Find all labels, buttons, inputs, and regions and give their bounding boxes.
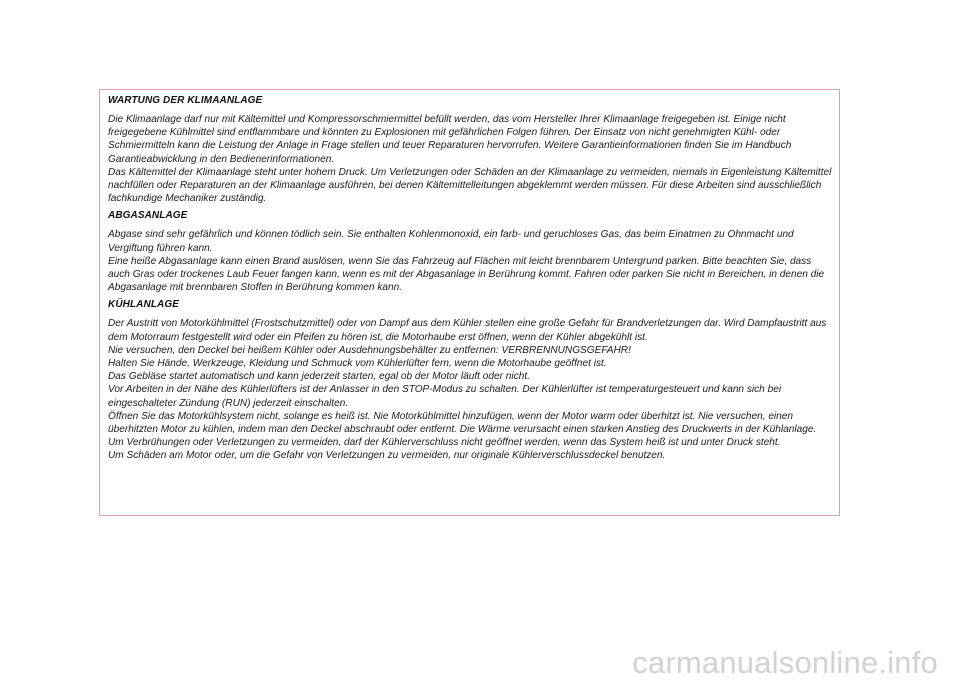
paragraph: Der Austritt von Motorkühlmittel (Frostschutzmittel) oder von Dampf aus dem Kühler stellen eine große Gefahr für Brandverletzungen dar. Wird Dampfaustritt aus dem Motorraum festgestellt wird oder ein Pfeifen zu hören ist, die Motorhaube erst öffnen, wenn der Kühler abgekühlt ist. <box>108 318 827 343</box>
paragraph: Um Schäden am Motor oder, um die Gefahr von Verletzungen zu vermeiden, nur originale Kühlerverschlussdeckel benutzen. <box>108 450 666 462</box>
paragraph: Halten Sie Hände, Werkzeuge, Kleidung und Schmuck vom Kühlerlüfter fern, wenn die Motorhaube geöffnet ist. <box>108 358 607 370</box>
section-title: ABGASANLAGE <box>108 210 188 222</box>
section-abgasanlage <box>108 210 832 294</box>
section-kuehlanlage <box>108 299 832 462</box>
paragraph: Nie versuchen, den Deckel bei heißem Kühler oder Ausdehnungsbehälter zu entfernen: VERBRENNUNGSGEFAHR! <box>108 344 631 356</box>
section-klimaanlage <box>108 95 832 205</box>
paragraph: Öffnen Sie das Motorkühlsystem nicht, solange es heiß ist. Nie Motorkühlmittel hinzufügen, wenn der Motor warm oder überhitzt ist. Nie versuchen, einen überhitzten Motor zu kühlen, indem man den Deckel abschraubt oder entfernt. Die Wärme verursacht einen starken Anstieg des Druckwerts in der Kühlanlage. Um Verbrühungen oder Verletzungen zu vermeiden, darf der Kühlerverschluss nicht geöffnet werden, wenn das System heiß ist und unter Druck steht. <box>108 410 817 449</box>
paragraph: Das Gebläse startet automatisch und kann jederzeit starten, egal ob der Motor läuft oder nicht. <box>108 371 530 383</box>
paragraph: Die Klimaanlage darf nur mit Kältemittel und Kompressorschmiermittel befüllt werden, das vom Hersteller Ihrer Klimaanlage freigegeben ist. Einige nicht freigegebene Kühlmittel sind entflammbare und könnten zu Explosionen mit gefährlichen Folgen führen. Der Einsatz von nicht genehmigten Kühl- oder Schmiermitteln kann die Leistung der Anlage in Frage stellen und teuer Reparaturen hervorrufen. Weitere Garantieinformationen finden Sie im Handbuch Garantieabwicklung in den Bedienerinformationen. <box>108 114 792 165</box>
section-title: KÜHLANLAGE <box>108 299 179 311</box>
paragraph: Abgase sind sehr gefährlich und können tödlich sein. Sie enthalten Kohlenmonoxid, ein farb- und geruchloses Gas, das beim Einatmen zu Ohnmacht und Vergiftung führen kann. <box>108 229 794 254</box>
section-title: WARTUNG DER KLIMAANLAGE <box>108 95 263 106</box>
paragraph: Eine heiße Abgasanlage kann einen Brand auslösen, wenn Sie das Fahrzeug auf Flächen mit leicht brennbarem Untergrund parken. Bitte beachten Sie, dass auch Gras oder trockenes Laub Feuer fangen kann, wenn es mit der Abgasanlage in Berührung kommt. Fahren oder parken Sie nicht in Bereichen, in denen die Abgasanlage mit brennbaren Stoffen in Berührung kommen kann. <box>108 255 825 294</box>
paragraph: Vor Arbeiten in der Nähe des Kühlerlüfters ist der Anlasser in den STOP-Modus zu schalten. Der Kühlerlüfter ist temperaturgesteuert und kann sich bei eingeschalteter Zündung (RUN) jederzeit einschalten. <box>108 384 782 409</box>
watermark: carmanualsonline.info <box>632 645 938 680</box>
warning-box <box>99 89 840 516</box>
paragraph: Das Kältemittel der Klimaanlage steht unter hohem Druck. Um Verletzungen oder Schäden an der Klimaanlage zu vermeiden, niemals in Eigenleistung Kältemittel nachfüllen oder Reparaturen an der Klimaanlage ausführen, bei denen Kältemittelleitungen abgeklemmt werden müssen. Für diese Arbeiten sind ausschließlich fachkundige Mechaniker zuständig. <box>108 166 832 205</box>
